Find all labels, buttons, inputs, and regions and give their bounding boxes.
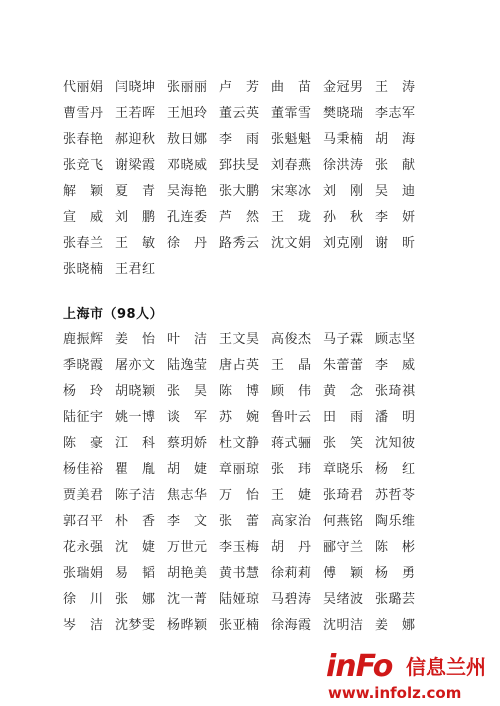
person-name: 沈文娟 [271,235,312,251]
person-name: 陈 豪 [63,435,104,451]
person-name: 岑 洁 [63,617,104,633]
person-name: 张魁魁 [271,131,312,147]
person-name: 马碧涛 [271,591,312,607]
person-name: 张亚楠 [219,617,260,633]
person-name: 何燕铭 [323,513,364,529]
person-name: 代丽娟 [63,79,104,95]
person-name: 杜文静 [219,435,260,451]
person-name: 蔡玥娇 [167,435,208,451]
person-name: 谢梁霞 [115,157,156,173]
person-name: 王 晶 [271,357,312,373]
person-name: 沈梦雯 [115,617,156,633]
person-name: 李 文 [167,513,208,529]
person-name: 吴绪波 [323,591,364,607]
person-name: 王 婕 [271,487,312,503]
person-name: 王 敏 [115,235,156,251]
person-name: 徐莉莉 [271,565,312,581]
person-name: 姜 娜 [375,617,416,633]
person-name: 张竞飞 [63,157,104,173]
person-name: 瞿 胤 [115,461,156,477]
person-name: 张 蕾 [219,513,260,529]
person-name: 万 怡 [219,487,260,503]
person-name: 郅扶旻 [219,157,260,173]
person-name: 花永强 [63,539,104,555]
person-name: 朴 香 [115,513,156,529]
person-name: 张 献 [375,157,416,173]
person-name: 刘春燕 [271,157,312,173]
person-name: 张 昊 [167,383,208,399]
person-name: 江 科 [115,435,156,451]
person-name: 徐 丹 [167,235,208,251]
person-name: 季晓霞 [63,357,104,373]
person-name: 唐占英 [219,357,260,373]
person-name: 刘 刚 [323,183,364,199]
person-name: 樊晓瑞 [323,105,364,121]
person-name: 胡 丹 [271,539,312,555]
person-name: 张 娜 [115,591,156,607]
person-name: 苏哲苓 [375,487,416,503]
person-name: 谢 昕 [375,235,416,251]
person-name: 傅 颖 [323,565,364,581]
person-name: 田 雨 [323,409,364,425]
person-name: 杨 红 [375,461,416,477]
person-name: 郦守兰 [323,539,364,555]
name-list-shanghai [63,324,427,636]
person-name: 曹雪丹 [63,105,104,121]
name-list-top [63,72,427,280]
person-name: 顾志坚 [375,331,416,347]
person-name: 陈 博 [219,383,260,399]
logo-mark: inFo [326,649,393,684]
person-name: 蒋式骊 [271,435,312,451]
person-name: 吴海艳 [167,183,208,199]
person-name: 鹿振辉 [63,331,104,347]
person-name: 李玉梅 [219,539,260,555]
person-name: 李志军 [375,105,416,121]
person-name: 张瑞娟 [63,565,104,581]
person-name: 黄书慧 [219,565,260,581]
person-name: 胡晓颖 [115,383,156,399]
person-name: 董霏雪 [271,105,312,121]
person-name: 陆逸莹 [167,357,208,373]
person-name: 张丽丽 [167,79,208,95]
person-name: 章丽琼 [219,461,260,477]
person-name: 潘 明 [375,409,416,425]
person-name: 路秀云 [219,235,260,251]
person-name: 张春艳 [63,131,104,147]
infolz-logo [326,650,496,706]
person-name: 张晓楠 [63,261,104,277]
person-name: 焦志华 [167,487,208,503]
person-name: 叶 洁 [167,331,208,347]
person-name: 张 玮 [271,461,312,477]
person-name: 董云英 [219,105,260,121]
person-name: 张璐芸 [375,591,416,607]
person-name: 王 涛 [375,79,416,95]
person-name: 刘克刚 [323,235,364,251]
person-name: 张 笑 [323,435,364,451]
person-name: 吴 迪 [375,183,416,199]
person-name: 陆娅琼 [219,591,260,607]
person-name: 金冠男 [323,79,364,95]
person-name: 胡 婕 [167,461,208,477]
person-name: 张春兰 [63,235,104,251]
person-name: 徐海霞 [271,617,312,633]
person-name: 芦 然 [219,209,260,225]
person-name: 徐洪涛 [323,157,364,173]
person-name: 郝迎秋 [115,131,156,147]
person-name: 宋寒冰 [271,183,312,199]
person-name: 苏 婉 [219,409,260,425]
person-name: 陶乐维 [375,513,416,529]
person-name: 马子霖 [323,331,364,347]
section-title-shanghai: 上海市（98人） [63,307,164,322]
person-name: 沈知彼 [375,435,416,451]
person-name: 解 颖 [63,183,104,199]
person-name: 张大鹏 [219,183,260,199]
person-name: 马秉楠 [323,131,364,147]
person-name: 王君红 [115,261,156,277]
person-name: 李 威 [375,357,416,373]
person-name: 高家治 [271,513,312,529]
person-name: 易 韬 [115,565,156,581]
person-name: 孔连委 [167,209,208,225]
person-name: 李 妍 [375,209,416,225]
person-name: 陈 彬 [375,539,416,555]
logo-url: www.infolz.com [328,684,462,702]
person-name: 万世元 [167,539,208,555]
person-name: 夏 青 [115,183,156,199]
person-name: 张琦祺 [375,383,416,399]
person-name: 沈明洁 [323,617,364,633]
person-name: 沈 婕 [115,539,156,555]
person-name: 谈 军 [167,409,208,425]
person-name: 胡 海 [375,131,416,147]
person-name: 徐 川 [63,591,104,607]
person-name: 鲁叶云 [271,409,312,425]
person-name: 贾美君 [63,487,104,503]
person-name: 王若晖 [115,105,156,121]
person-name: 曲 苗 [271,79,312,95]
person-name: 朱蕾蕾 [323,357,364,373]
person-name: 张琦君 [323,487,364,503]
person-name: 黄 念 [323,383,364,399]
person-name: 孙 秋 [323,209,364,225]
person-name: 杨 玲 [63,383,104,399]
person-name: 沈一菁 [167,591,208,607]
person-name: 屠亦文 [115,357,156,373]
person-name: 陆征宇 [63,409,104,425]
person-name: 敖日娜 [167,131,208,147]
person-name: 王旭玲 [167,105,208,121]
person-name: 顾 伟 [271,383,312,399]
person-name: 王文昊 [219,331,260,347]
person-name: 郭召平 [63,513,104,529]
person-name: 宣 威 [63,209,104,225]
person-name: 卢 芳 [219,79,260,95]
person-name: 邓晓威 [167,157,208,173]
person-name: 胡艳美 [167,565,208,581]
logo-brand-text: 信息兰州 [406,655,486,679]
person-name: 李 雨 [219,131,260,147]
person-name: 刘 鹏 [115,209,156,225]
person-name: 闫晓坤 [115,79,156,95]
person-name: 姚一博 [115,409,156,425]
person-name: 姜 怡 [115,331,156,347]
person-name: 杨 勇 [375,565,416,581]
person-name: 王 珑 [271,209,312,225]
person-name: 杨佳裕 [63,461,104,477]
person-name: 高俊杰 [271,331,312,347]
person-name: 章晓乐 [323,461,364,477]
person-name: 陈子洁 [115,487,156,503]
person-name: 杨晔颖 [167,617,208,633]
